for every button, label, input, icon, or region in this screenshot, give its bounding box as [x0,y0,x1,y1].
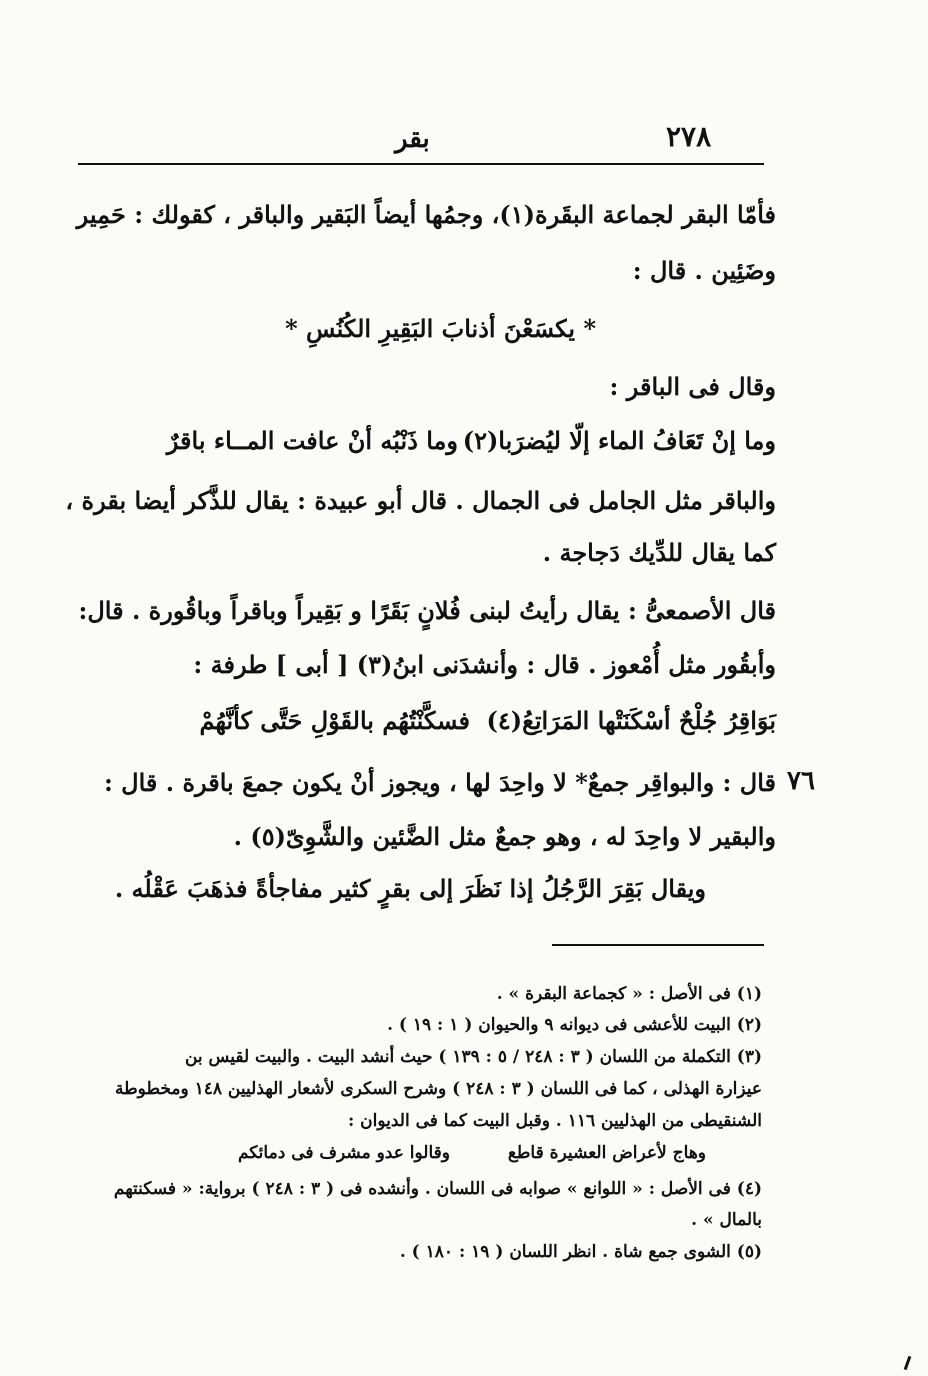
page-number: ٢٧٨ [666,120,712,153]
verse-2-second-hemistich: وما إنْ تَعَافُ الماء إلّا ليُضرَبا(٢) [462,426,776,455]
paragraph-6: ويقال بَقِرَ الرَّجُلُ إذا نَظَرَ إلى بقرٍ كثير مفاجأةً فذهَبَ عَقْلُه . [114,874,706,903]
verse-1: * يكسَعْنَ أذنابَ البَقِيرِ الكُنُسِ * [285,314,596,343]
paragraph-1-line-1: فأمّا البقر لجماعة البقَرة(١)، وجمُها أيضاً البَقير والباقر ، كقولك : حَمِير [76,200,776,229]
scan-mark [904,1356,912,1370]
header-rule [78,163,764,165]
footnote-3-verse-first-hemistich: وقالوا عدو مشرف فى دمائكم [237,1143,450,1163]
paragraph-1-line-2: وضَئِين . قال : [632,256,776,285]
footnote-3-line-3: الشنقيطى من الهذليين ١١٦ . وقبل البيت كما فى الديوان : [347,1111,762,1131]
footnote-3-line-1: (٣) التكملة من اللسان ( ٣ : ٢٤٨ / ٥ : ١٣٩ ) حيث أنشد البيت . والبيت لقيس بن [184,1047,762,1067]
verse-3-second-hemistich: بَوَاقِرُ جُلْحٌ أسْكَنَتْها المَرَاتِعُ(٤) [486,706,776,735]
verse-2-first-hemistich: وما ذَنْبُه أنْ عافت المــاء باقرٌ [166,426,458,455]
paragraph-4-line-2: وأبقُور مثل أُمْعوز . قال : وأنشدَنى ابنُ(٣) [ أبى ] طرفة : [193,650,776,679]
paragraph-5-line-1: قال : والبواقِر جمعٌ* لا واحِدَ لها ، ويجوز أنْ يكون جمعَ باقرة . قال : [103,768,776,797]
footnote-5: (٥) الشوى جمع شاة . انظر اللسان ( ١٩ : ١٨٠ ) . [399,1242,762,1262]
running-title: بقر [395,124,430,154]
footnote-3-line-2: عيزارة الهذلى ، كما فى اللسان ( ٣ : ٢٤٨ ) وشرح السكرى لأشعار الهذليين ١٤٨ ومخطوطة [115,1079,762,1099]
paragraph-5-line-2: والبقير لا واحِدَ له ، وهو جمعٌ مثل الضَّئين والشَّوِىّ(٥) . [233,822,776,851]
verse-3-first-hemistich: فسكَّنْتُهُم بالقَوْلِ حَتَّى كأنَّهُمْ [199,706,470,735]
paragraph-3-line-2: كما يقال للدِّيك دَجاجة . [542,538,776,567]
margin-number: ٧٦ [787,766,815,796]
footnote-rule [552,944,764,946]
footnote-4-line-1: (٤) فى الأصل : « اللوانع » صوابه فى اللسان . وأنشده فى ( ٣ : ٢٤٨ ) برواية: « فسكنتهم [113,1179,762,1199]
paragraph-2: وقال فى الباقر : [609,372,776,401]
footnote-2: (٢) البيت للأعشى فى ديوانه ٩ والحيوان ( ١ : ١٩ ) . [387,1015,762,1035]
footnote-1: (١) فى الأصل : « كجماعة البقرة » . [496,984,762,1004]
footnote-3-verse-second-hemistich: وهاج لأعراض العشيرة قاطع [507,1143,706,1163]
footnote-4-line-2: بالمال » . [691,1210,762,1230]
paragraph-4-line-1: قال الأصمعىُّ : يقال رأيتُ لبنى فُلانٍ بَقَرًا و بَقِيراً وباقراً وباقُورة . قال: [78,596,776,625]
paragraph-3-line-1: والباقر مثل الجامل فى الجمال . قال أبو عبيدة : يقال للذَّكر أيضا بقرة ، [65,486,776,515]
